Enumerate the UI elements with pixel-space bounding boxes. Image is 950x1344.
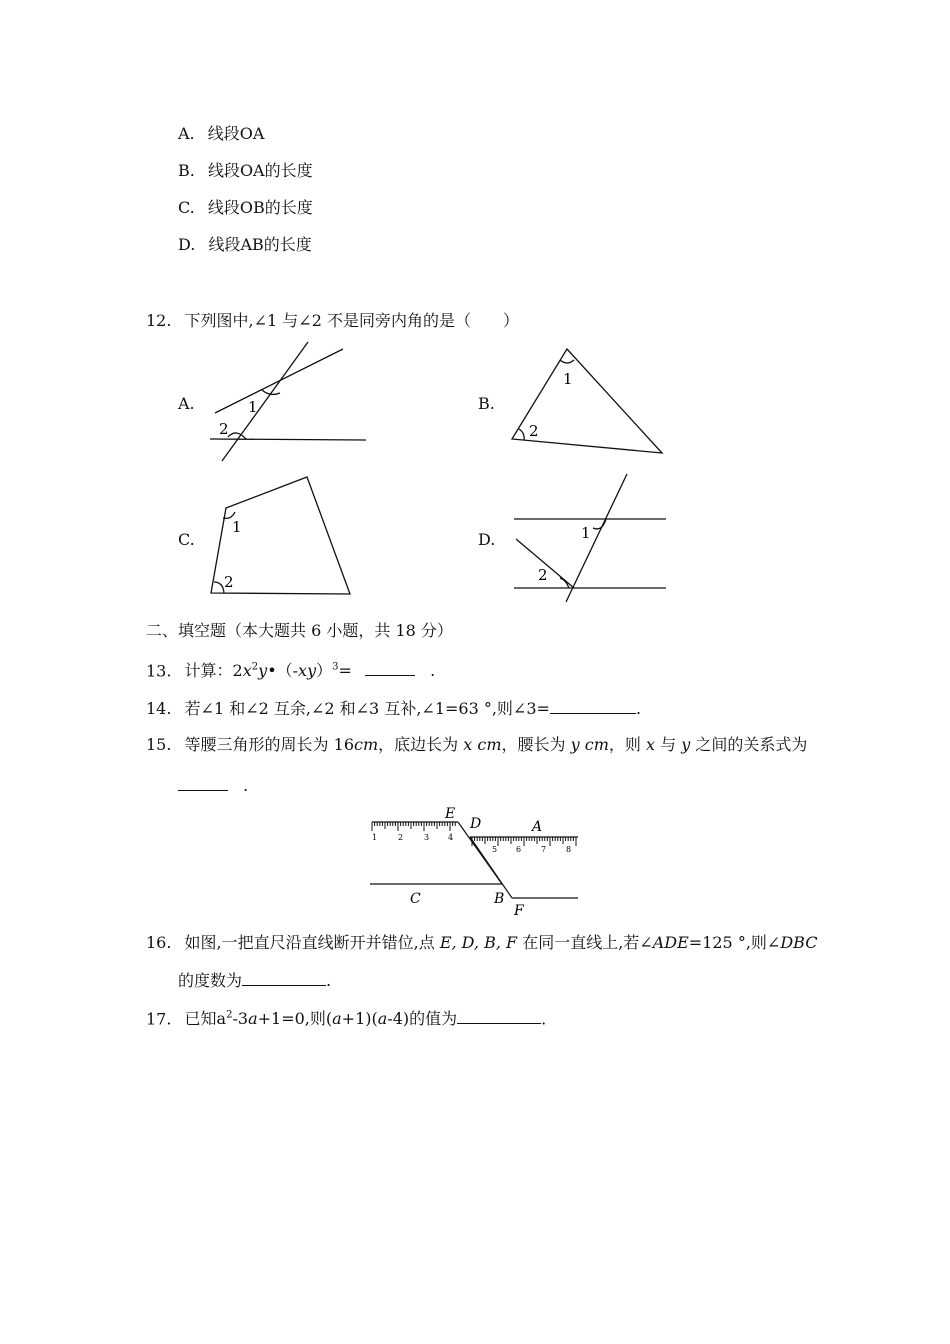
q12-option-c-letter: C. (178, 530, 195, 549)
answer-blank[interactable] (178, 789, 228, 791)
option-text: 线段OB的长度 (207, 198, 313, 217)
question-number: 16. (146, 933, 172, 952)
q11-option-a (178, 126, 264, 142)
angle-label-2: 2 (538, 566, 548, 584)
answer-blank[interactable] (457, 1022, 541, 1024)
option-letter: A. (178, 124, 195, 143)
angle-label-1: 1 (232, 518, 242, 536)
point-label-f: F (514, 903, 524, 919)
question-number: 15. (146, 735, 172, 754)
figure-b (500, 340, 680, 460)
option-text: 线段AB的长度 (208, 235, 312, 254)
ruler-ticks-right (472, 837, 576, 846)
question-number: 12. (146, 311, 172, 330)
ruler-tick-label: 6 (516, 845, 522, 854)
q11-option-c (178, 200, 313, 216)
point-label-d: D (470, 816, 482, 832)
q13: 13. 计算：$2x^2y•(-xy)^3=$ . (146, 661, 436, 681)
question-number: 17. (146, 1009, 172, 1029)
figure-a (200, 340, 380, 470)
section-2-heading: 二、填空题（本大题共 6 小题，共 18 分） (146, 621, 453, 640)
ruler-tick-label: 3 (424, 833, 430, 842)
option-letter: D. (178, 235, 196, 254)
answer-blank[interactable] (242, 984, 326, 986)
ruler-ticks-left (372, 822, 455, 831)
q11-option-d (178, 237, 312, 253)
ruler-tick-label: 4 (448, 833, 454, 842)
q15-answer-line: . (178, 778, 248, 794)
q12-option-a-letter: A. (178, 394, 195, 413)
point-label-b: B (494, 891, 505, 907)
q15-text: 等腰三角形的周长为 16cm，底边长为 x cm，腰长为 y cm，则 x 与 y 之间的关系式为 (184, 735, 808, 754)
q12-option-b-letter: B. (478, 394, 495, 413)
question-number: 13. (146, 661, 172, 681)
angle-label-1: 1 (248, 398, 258, 416)
q16-text: 如图,一把直尺沿直线断开并错位,点 E, D, B, F 在同一直线上,若∠ADE=125 °,则∠DBC (184, 933, 818, 952)
angle-label-2: 2 (219, 420, 229, 438)
question-number: 14. (146, 699, 172, 718)
angle-label-2: 2 (224, 573, 234, 591)
q14: 14. 若∠1 和∠2 互余,∠2 和∠3 互补,∠1=63 °,则∠3= . (146, 699, 642, 718)
angle-label-1: 1 (581, 524, 591, 542)
ruler-tick-label: 7 (541, 845, 547, 854)
q17: 17. 已知$a^2-3a+1=0$,则(a+1)(a-4)的值为 . (146, 1009, 547, 1029)
q11-option-b (178, 163, 313, 179)
question-text: 下列图中,∠1 与∠2 不是同旁内角的是（ ） (184, 311, 519, 330)
q12-stem (146, 313, 519, 329)
q13-text: 计算：$2x^2y•(-xy)^3=$ (184, 661, 352, 681)
point-label-c: C (410, 891, 421, 907)
point-label-e: E (445, 806, 456, 822)
angle-label-2: 2 (529, 422, 539, 440)
ruler-tick-label: 5 (492, 845, 498, 854)
answer-blank[interactable] (550, 712, 636, 714)
ruler-tick-label: 8 (566, 845, 572, 854)
option-text: 线段OA (207, 124, 265, 143)
figure-c (200, 470, 360, 600)
q17-text: 已知$a^2-3a+1=0$,则(a+1)(a-4)的值为 (184, 1009, 458, 1029)
ruler-tick-label: 2 (398, 833, 404, 842)
figure-16-ruler (360, 800, 590, 920)
option-letter: C. (178, 198, 195, 217)
angle-label-1: 1 (563, 370, 573, 388)
ruler-tick-label: 1 (372, 833, 378, 842)
option-letter: B. (178, 161, 195, 180)
answer-blank[interactable] (365, 674, 415, 676)
q14-text: 若∠1 和∠2 互余,∠2 和∠3 互补,∠1=63 °,则∠3= (184, 699, 550, 718)
q12-option-d-letter: D. (478, 530, 496, 549)
point-label-a: A (532, 819, 543, 835)
q16-line1 (146, 935, 817, 951)
option-text: 线段OA的长度 (207, 161, 313, 180)
q15 (146, 737, 807, 753)
figure-d (500, 470, 680, 610)
q16-line2: 的度数为 . (178, 971, 332, 990)
